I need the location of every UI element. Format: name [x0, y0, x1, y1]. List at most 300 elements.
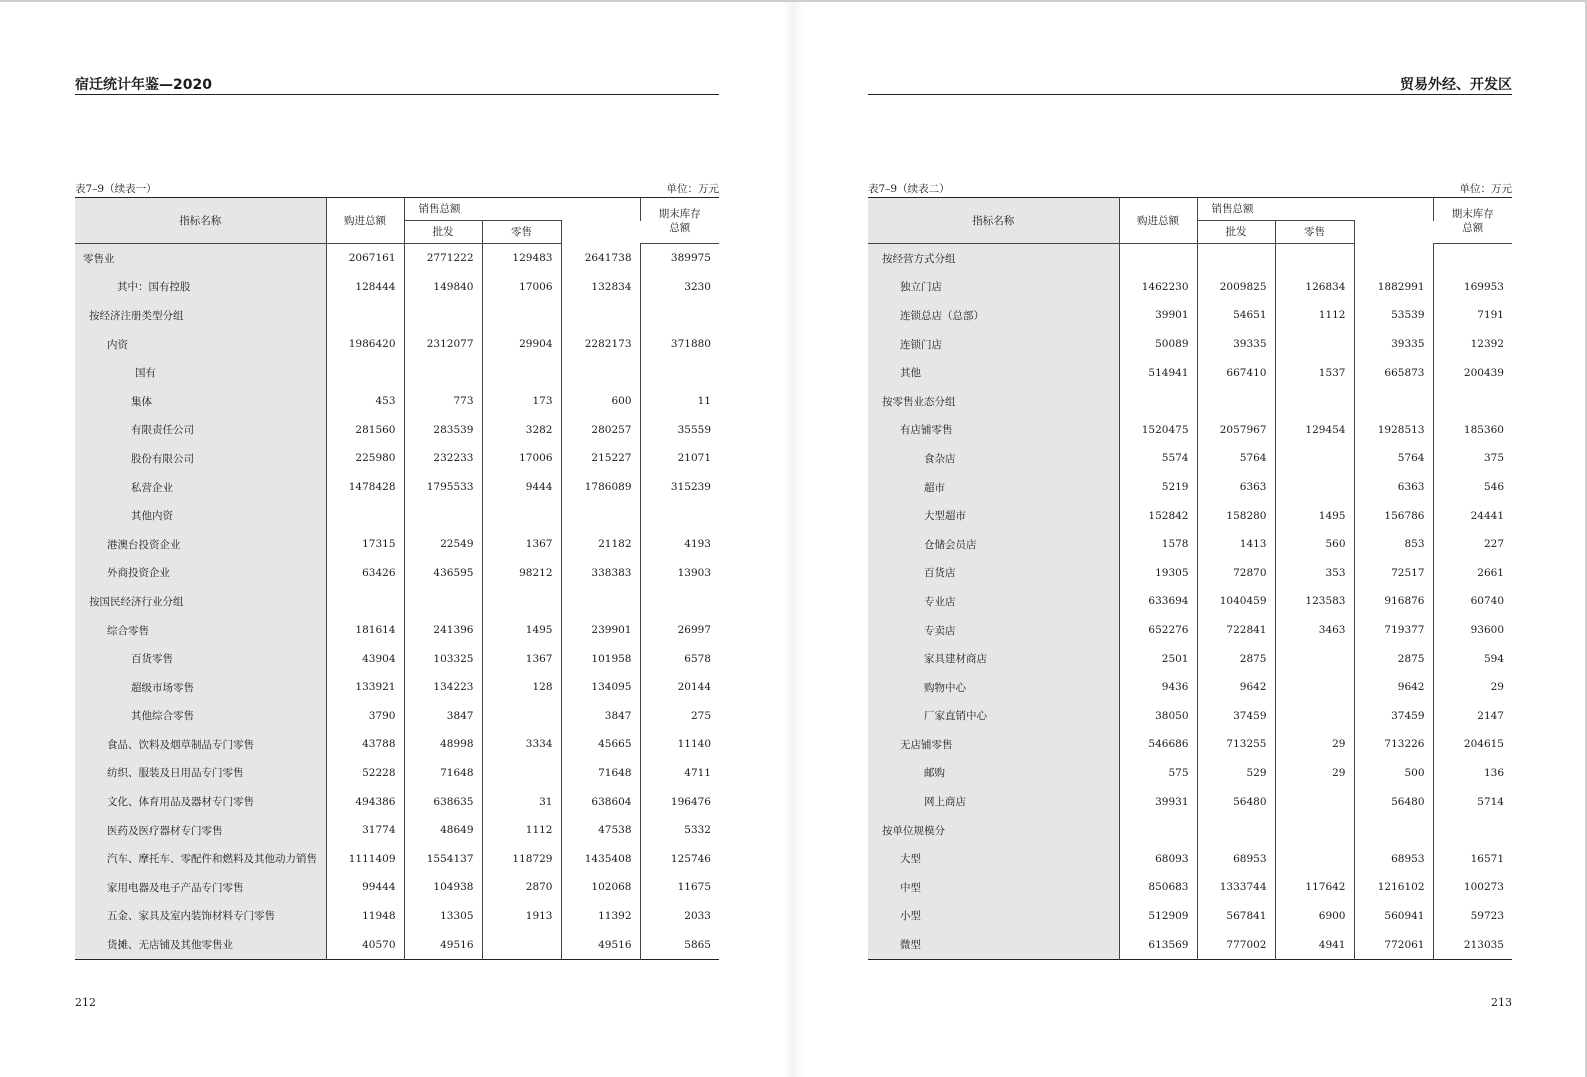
- retail-cell: 713226: [1354, 730, 1433, 759]
- ending-inventory-cell: 24441: [1470, 509, 1504, 522]
- wholesale-cell: 1495: [482, 616, 561, 645]
- table-row: [75, 816, 719, 845]
- table-caption-left: [75, 181, 719, 195]
- row-label: 按国民经济行业分组: [75, 587, 326, 616]
- purchase-total-cell: 546686: [1119, 730, 1197, 759]
- retail-cell: 37459: [1354, 702, 1433, 731]
- purchase-total-cell: 38050: [1119, 702, 1197, 731]
- table-row: [75, 787, 719, 816]
- wholesale-cell: 9444: [482, 473, 561, 502]
- ending-inventory-cell: [640, 358, 719, 387]
- retail-cell: 71648: [561, 759, 640, 788]
- table-row: [868, 416, 1512, 445]
- purchase-total-cell: 3790: [326, 702, 404, 731]
- table-row: [75, 244, 719, 273]
- purchase-total-cell: 52228: [326, 759, 404, 788]
- ending-inventory-cell: 2661: [1477, 566, 1504, 579]
- table-row: [75, 473, 719, 502]
- ending-inventory-cell: 12392: [1470, 338, 1504, 351]
- row-label: 股份有限公司: [75, 444, 326, 473]
- retail-cell: 5764: [1354, 444, 1433, 473]
- sales-total-cell: 1413: [1197, 530, 1275, 559]
- sales-total-cell: 158280: [1197, 501, 1275, 530]
- retail-cell: [1354, 244, 1433, 273]
- sales-total-cell: 283539: [404, 416, 482, 445]
- purchase-total-cell: [326, 301, 404, 330]
- row-label: 零售业: [75, 244, 326, 273]
- table-row: [868, 301, 1512, 330]
- purchase-total-cell: [326, 587, 404, 616]
- ending-inventory-cell: 4193: [684, 538, 711, 551]
- ending-inventory-cell: 13903: [677, 566, 711, 579]
- sales-total-cell: 39335: [1197, 330, 1275, 359]
- table-row: [868, 930, 1512, 959]
- sales-total-cell: [1197, 387, 1275, 416]
- sales-total-cell: 2057967: [1197, 416, 1275, 445]
- purchase-total-cell: 575: [1119, 759, 1197, 788]
- wholesale-cell: 3463: [1275, 616, 1354, 645]
- purchase-total-cell: 512909: [1119, 902, 1197, 931]
- wholesale-cell: 31: [482, 787, 561, 816]
- wholesale-cell: [1275, 702, 1354, 731]
- row-label: 小型: [868, 902, 1119, 931]
- ending-inventory-cell: 35559: [677, 423, 711, 436]
- wholesale-cell: [482, 301, 561, 330]
- purchase-total-cell: 1111409: [326, 844, 404, 873]
- table-row: [75, 559, 719, 588]
- row-label: 医药及医疗器材专门零售: [75, 816, 326, 845]
- row-label: 家用电器及电子产品专门零售: [75, 873, 326, 902]
- sales-total-cell: 1795533: [404, 473, 482, 502]
- purchase-total-cell: 2501: [1119, 644, 1197, 673]
- ending-inventory-cell: 11140: [677, 738, 711, 751]
- row-label: 超市: [868, 473, 1119, 502]
- retail-cell: 6363: [1354, 473, 1433, 502]
- sales-total-cell: 2771222: [404, 244, 482, 273]
- purchase-total-cell: 39901: [1119, 301, 1197, 330]
- wholesale-cell: [1275, 644, 1354, 673]
- table-number: 表7–9（续表一）: [75, 183, 157, 195]
- purchase-total-cell: [326, 358, 404, 387]
- sales-total-cell: 104938: [404, 873, 482, 902]
- table-row: [868, 816, 1512, 845]
- retail-cell: 53539: [1354, 301, 1433, 330]
- row-label: 连锁总店（总部）: [868, 301, 1119, 330]
- purchase-total-cell: 633694: [1119, 587, 1197, 616]
- retail-cell: [561, 358, 640, 387]
- retail-cell: 772061: [1354, 930, 1433, 959]
- retail-cell: 1435408: [561, 844, 640, 873]
- table-row: [75, 416, 719, 445]
- retail-cell: 600: [561, 387, 640, 416]
- purchase-total-cell: 5219: [1119, 473, 1197, 502]
- ending-inventory-cell: [1433, 816, 1512, 845]
- retail-cell: [1354, 816, 1433, 845]
- ending-inventory-cell: 5714: [1477, 795, 1504, 808]
- sales-total-cell: 37459: [1197, 702, 1275, 731]
- ending-inventory-cell: 169953: [1463, 280, 1504, 293]
- wholesale-cell: [1275, 444, 1354, 473]
- ending-inventory-cell: [640, 301, 719, 330]
- retail-cell: 1216102: [1354, 873, 1433, 902]
- sales-total-cell: [404, 501, 482, 530]
- ending-inventory-cell: 204615: [1463, 738, 1504, 751]
- sales-total-cell: 49516: [404, 930, 482, 959]
- purchase-total-cell: 5574: [1119, 444, 1197, 473]
- wholesale-cell: [1275, 244, 1354, 273]
- sales-total-cell: 56480: [1197, 787, 1275, 816]
- purchase-total-cell: 652276: [1119, 616, 1197, 645]
- table-row: [75, 930, 719, 959]
- wholesale-cell: 29904: [482, 330, 561, 359]
- row-label: 其他内资: [75, 501, 326, 530]
- header-purchase-total: 购进总额: [1119, 198, 1197, 244]
- table-row: [75, 501, 719, 530]
- row-label: 按单位规模分: [868, 816, 1119, 845]
- retail-cell: 72517: [1354, 559, 1433, 588]
- table-row: [75, 444, 719, 473]
- wholesale-cell: 3282: [482, 416, 561, 445]
- wholesale-cell: [1275, 844, 1354, 873]
- table-caption-right: [868, 181, 1512, 195]
- retail-cell: 102068: [561, 873, 640, 902]
- wholesale-cell: 1112: [1275, 301, 1354, 330]
- retail-cell: 560941: [1354, 902, 1433, 931]
- row-label: 独立门店: [868, 273, 1119, 302]
- wholesale-cell: 126834: [1275, 273, 1354, 302]
- wholesale-cell: 17006: [482, 273, 561, 302]
- wholesale-cell: [1275, 673, 1354, 702]
- purchase-total-cell: 1462230: [1119, 273, 1197, 302]
- row-label: 按零售业态分组: [868, 387, 1119, 416]
- purchase-total-cell: [1119, 244, 1197, 273]
- purchase-total-cell: 453: [326, 387, 404, 416]
- row-label: 港澳台投资企业: [75, 530, 326, 559]
- ending-inventory-cell: 100273: [1463, 881, 1504, 894]
- sales-total-cell: 68953: [1197, 844, 1275, 873]
- table-row: [75, 616, 719, 645]
- retail-cell: 45665: [561, 730, 640, 759]
- sales-total-cell: [1197, 244, 1275, 273]
- table-row: [868, 644, 1512, 673]
- table-row: [868, 530, 1512, 559]
- retail-cell: 56480: [1354, 787, 1433, 816]
- purchase-total-cell: 50089: [1119, 330, 1197, 359]
- running-head-title: 贸易外经、开发区: [1400, 77, 1512, 93]
- retail-cell: 719377: [1354, 616, 1433, 645]
- table-row: [868, 902, 1512, 931]
- purchase-total-cell: 128444: [326, 273, 404, 302]
- sales-total-cell: 72870: [1197, 559, 1275, 588]
- ending-inventory-cell: 3230: [684, 280, 711, 293]
- row-label: 私营企业: [75, 473, 326, 502]
- purchase-total-cell: [1119, 816, 1197, 845]
- wholesale-cell: 1495: [1275, 501, 1354, 530]
- ending-inventory-cell: 93600: [1470, 624, 1504, 637]
- purchase-total-cell: 68093: [1119, 844, 1197, 873]
- ending-inventory-cell: [1433, 387, 1512, 416]
- table-number: 表7–9（续表二）: [868, 183, 950, 195]
- sales-total-cell: [1197, 816, 1275, 845]
- row-label: 外商投资企业: [75, 559, 326, 588]
- sales-total-cell: 667410: [1197, 358, 1275, 387]
- retail-cell: 916876: [1354, 587, 1433, 616]
- retail-cell: 11392: [561, 902, 640, 931]
- ending-inventory-cell: 546: [1483, 481, 1504, 494]
- sales-total-cell: 48998: [404, 730, 482, 759]
- right-page: [868, 0, 1512, 1077]
- ending-inventory-cell: 26997: [677, 624, 711, 637]
- table-row: [868, 358, 1512, 387]
- sales-total-cell: 149840: [404, 273, 482, 302]
- row-label: 百货零售: [75, 644, 326, 673]
- ending-inventory-cell: 594: [1483, 652, 1504, 665]
- row-label: 大型超市: [868, 501, 1119, 530]
- sales-total-cell: 134223: [404, 673, 482, 702]
- retail-cell: 1882991: [1354, 273, 1433, 302]
- row-label: 按经营方式分组: [868, 244, 1119, 273]
- header-ending-inventory: [1433, 198, 1512, 244]
- wholesale-cell: 128: [482, 673, 561, 702]
- row-label: 汽车、摩托车、零配件和燃料及其他动力销售: [75, 844, 326, 873]
- table-row: [868, 673, 1512, 702]
- row-label: 五金、家具及室内装饰材料专门零售: [75, 902, 326, 931]
- table-row: [75, 844, 719, 873]
- table-row: [868, 873, 1512, 902]
- ending-inventory-cell: 60740: [1470, 595, 1504, 608]
- table-row: [75, 358, 719, 387]
- table-row: [75, 530, 719, 559]
- retail-cell: 280257: [561, 416, 640, 445]
- retail-cell: 215227: [561, 444, 640, 473]
- table-row: [75, 273, 719, 302]
- row-label: 其他综合零售: [75, 702, 326, 731]
- sales-total-cell: 2875: [1197, 644, 1275, 673]
- header-inventory-line2: 总额: [1462, 221, 1484, 234]
- retail-cell: 134095: [561, 673, 640, 702]
- gutter-shadow: [783, 0, 803, 1077]
- ending-inventory-cell: 200439: [1463, 366, 1504, 379]
- ending-inventory-cell: 11: [697, 395, 711, 408]
- row-label: 厂家直销中心: [868, 702, 1119, 731]
- sales-total-cell: 103325: [404, 644, 482, 673]
- purchase-total-cell: 39931: [1119, 787, 1197, 816]
- row-label: 货摊、无店铺及其他零售业: [75, 930, 326, 959]
- wholesale-cell: 6900: [1275, 902, 1354, 931]
- ending-inventory-cell: 275: [690, 709, 711, 722]
- purchase-total-cell: 850683: [1119, 873, 1197, 902]
- purchase-total-cell: 152842: [1119, 501, 1197, 530]
- retail-cell: 1786089: [561, 473, 640, 502]
- ending-inventory-cell: 136: [1483, 766, 1504, 779]
- header-inventory-line1: 期末库存: [1451, 207, 1494, 220]
- row-label: 食杂店: [868, 444, 1119, 473]
- retail-cell: 49516: [561, 930, 640, 959]
- retail-cell: 21182: [561, 530, 640, 559]
- ending-inventory-cell: 29: [1490, 681, 1504, 694]
- retail-cell: 1928513: [1354, 416, 1433, 445]
- wholesale-cell: 29: [1275, 759, 1354, 788]
- retail-cell: [1354, 387, 1433, 416]
- sales-total-cell: 5764: [1197, 444, 1275, 473]
- ending-inventory-cell: 196476: [670, 795, 711, 808]
- sales-total-cell: 777002: [1197, 930, 1275, 959]
- sales-total-cell: 529: [1197, 759, 1275, 788]
- ending-inventory-cell: 11675: [677, 881, 711, 894]
- sales-total-cell: 54651: [1197, 301, 1275, 330]
- wholesale-cell: 129454: [1275, 416, 1354, 445]
- wholesale-cell: [1275, 387, 1354, 416]
- table-row: [75, 730, 719, 759]
- table-row: [868, 501, 1512, 530]
- table-row: [75, 702, 719, 731]
- sales-total-cell: 22549: [404, 530, 482, 559]
- retail-cell: 68953: [1354, 844, 1433, 873]
- retail-cell: 156786: [1354, 501, 1433, 530]
- purchase-total-cell: 17315: [326, 530, 404, 559]
- ending-inventory-cell: [640, 587, 719, 616]
- row-label: 内资: [75, 330, 326, 359]
- retail-cell: 47538: [561, 816, 640, 845]
- ending-inventory-cell: 227: [1483, 538, 1504, 551]
- row-label: 购物中心: [868, 673, 1119, 702]
- row-label: 网上商店: [868, 787, 1119, 816]
- wholesale-cell: [482, 587, 561, 616]
- purchase-total-cell: 31774: [326, 816, 404, 845]
- retail-cell: 2282173: [561, 330, 640, 359]
- table-row: [868, 587, 1512, 616]
- row-label: 其中：国有控股: [75, 273, 326, 302]
- sales-total-cell: [404, 358, 482, 387]
- table-row: [868, 330, 1512, 359]
- wholesale-cell: [1275, 473, 1354, 502]
- ending-inventory-cell: 213035: [1463, 938, 1504, 951]
- table-row: [868, 273, 1512, 302]
- retail-cell: 9642: [1354, 673, 1433, 702]
- table-unit: 单位：万元: [1459, 183, 1512, 195]
- header-sales-total: 销售总额: [404, 198, 640, 221]
- row-label: 家具建材商店: [868, 644, 1119, 673]
- header-retail: 零售: [482, 221, 561, 244]
- ending-inventory-cell: 4711: [684, 766, 711, 779]
- purchase-total-cell: [326, 501, 404, 530]
- retail-cell: 853: [1354, 530, 1433, 559]
- table-row: [75, 330, 719, 359]
- retail-cell: 239901: [561, 616, 640, 645]
- wholesale-cell: 123583: [1275, 587, 1354, 616]
- row-label: 文化、体育用品及器材专门零售: [75, 787, 326, 816]
- row-label: 食品、饮料及烟草制品专门零售: [75, 730, 326, 759]
- table-row: [868, 702, 1512, 731]
- wholesale-cell: 1112: [482, 816, 561, 845]
- table-row: [868, 844, 1512, 873]
- retail-cell: 3847: [561, 702, 640, 731]
- row-label: 仓储会员店: [868, 530, 1119, 559]
- retail-cell: 500: [1354, 759, 1433, 788]
- retail-cell: [561, 501, 640, 530]
- ending-inventory-cell: 185360: [1463, 423, 1504, 436]
- table-row: [868, 473, 1512, 502]
- wholesale-cell: 173: [482, 387, 561, 416]
- header-indicator-name: 指标名称: [75, 198, 326, 244]
- purchase-total-cell: [1119, 387, 1197, 416]
- left-page: [75, 0, 719, 1077]
- wholesale-cell: 4941: [1275, 930, 1354, 959]
- wholesale-cell: [482, 759, 561, 788]
- table-row: [868, 559, 1512, 588]
- table-row: [868, 616, 1512, 645]
- sales-total-cell: 1333744: [1197, 873, 1275, 902]
- row-label: 百货店: [868, 559, 1119, 588]
- running-head-right: [868, 74, 1512, 95]
- ending-inventory-cell: [640, 501, 719, 530]
- row-label: 按经济注册类型分组: [75, 301, 326, 330]
- ending-inventory-cell: 59723: [1470, 909, 1504, 922]
- purchase-total-cell: 133921: [326, 673, 404, 702]
- wholesale-cell: [1275, 816, 1354, 845]
- sales-total-cell: [404, 301, 482, 330]
- sales-total-cell: 713255: [1197, 730, 1275, 759]
- sales-total-cell: 6363: [1197, 473, 1275, 502]
- retail-cell: 101958: [561, 644, 640, 673]
- row-label: 专卖店: [868, 616, 1119, 645]
- row-label: 其他: [868, 358, 1119, 387]
- wholesale-cell: [1275, 330, 1354, 359]
- row-label: 无店铺零售: [868, 730, 1119, 759]
- wholesale-cell: 560: [1275, 530, 1354, 559]
- ending-inventory-cell: 315239: [670, 481, 711, 494]
- table-row: [75, 587, 719, 616]
- wholesale-cell: 1367: [482, 644, 561, 673]
- table-row: [75, 759, 719, 788]
- wholesale-cell: [482, 358, 561, 387]
- page-number-right: 213: [1491, 996, 1512, 1009]
- sales-total-cell: 567841: [1197, 902, 1275, 931]
- retail-cell: 665873: [1354, 358, 1433, 387]
- purchase-total-cell: 514941: [1119, 358, 1197, 387]
- purchase-total-cell: 9436: [1119, 673, 1197, 702]
- row-label: 连锁门店: [868, 330, 1119, 359]
- sales-total-cell: 241396: [404, 616, 482, 645]
- sales-total-cell: 2312077: [404, 330, 482, 359]
- sales-total-cell: 436595: [404, 559, 482, 588]
- ending-inventory-cell: 389975: [670, 252, 711, 265]
- purchase-total-cell: 2067161: [326, 244, 404, 273]
- sales-total-cell: 1040459: [1197, 587, 1275, 616]
- table-row: [868, 787, 1512, 816]
- purchase-total-cell: 494386: [326, 787, 404, 816]
- row-label: 专业店: [868, 587, 1119, 616]
- header-retail: 零售: [1275, 221, 1354, 244]
- ending-inventory-cell: 5332: [684, 824, 711, 837]
- purchase-total-cell: 19305: [1119, 559, 1197, 588]
- table-row: [75, 301, 719, 330]
- sales-total-cell: 3847: [404, 702, 482, 731]
- sales-total-cell: 13305: [404, 902, 482, 931]
- ending-inventory-cell: 2033: [684, 909, 711, 922]
- ending-inventory-cell: 16571: [1470, 852, 1504, 865]
- ending-inventory-cell: 6578: [684, 652, 711, 665]
- running-head-left: [75, 74, 719, 95]
- wholesale-cell: 118729: [482, 844, 561, 873]
- table-row: [75, 644, 719, 673]
- sales-total-cell: [404, 587, 482, 616]
- purchase-total-cell: 99444: [326, 873, 404, 902]
- ending-inventory-cell: 125746: [670, 852, 711, 865]
- row-label: 有店铺零售: [868, 416, 1119, 445]
- wholesale-cell: 1913: [482, 902, 561, 931]
- purchase-total-cell: 225980: [326, 444, 404, 473]
